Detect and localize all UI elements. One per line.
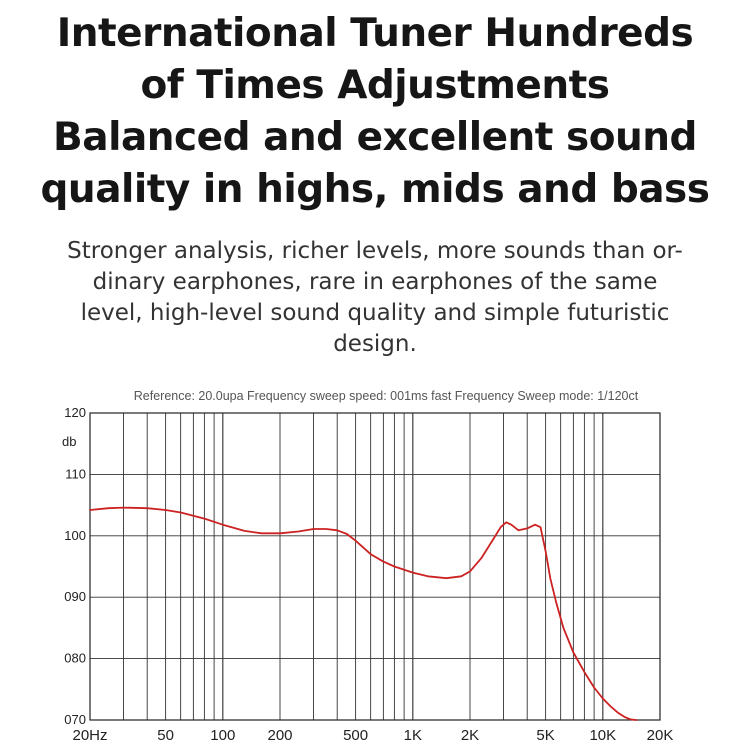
headline-line: of Times Adjustments: [140, 63, 610, 108]
x-tick-label: 200: [267, 727, 293, 744]
description-line: dinary earphones, rare in earphones of the same: [92, 269, 658, 295]
y-tick-label: 100: [64, 527, 86, 543]
headline-line: quality in highs, mids and bass: [40, 167, 710, 212]
headline-line: Balanced and excellent sound: [53, 115, 697, 160]
chart-series: [90, 508, 636, 720]
headline-line: International Tuner Hundreds: [56, 11, 694, 56]
y-axis-label: db: [62, 434, 77, 449]
description-line: design.: [333, 331, 417, 357]
x-tick-label: 50: [157, 727, 174, 744]
x-tick-label: 100: [210, 727, 236, 744]
chart-ticks: [64, 405, 673, 744]
y-tick-label: 090: [64, 589, 86, 605]
y-tick-label: 120: [64, 405, 86, 420]
x-tick-label: 10K: [589, 727, 617, 744]
x-tick-label: 1K: [403, 727, 422, 744]
x-tick-label: 20K: [646, 727, 674, 744]
headline: [0, 8, 750, 216]
frequency-response-line: [90, 508, 636, 720]
description-line: level, high-level sound quality and simple futuristic: [80, 300, 670, 326]
chart-grid: [90, 413, 660, 720]
description-line: Stronger analysis, richer levels, more sounds than or-: [67, 238, 683, 264]
x-tick-label: 5K: [536, 727, 555, 744]
x-tick-label: 20Hz: [72, 727, 108, 744]
description: [0, 236, 750, 360]
y-tick-label: 110: [65, 466, 86, 482]
x-tick-label: 500: [343, 727, 369, 744]
plot-frame: [90, 413, 660, 720]
frequency-response-chart: [0, 380, 750, 750]
x-tick-label: 2K: [460, 727, 480, 744]
chart-subtitle: Reference: 20.0upa Frequency sweep speed: 001ms fast Frequency Sweep mode: 1/120ct: [133, 389, 639, 403]
y-tick-label: 080: [64, 650, 86, 666]
y-tick-label: 070: [64, 712, 86, 727]
